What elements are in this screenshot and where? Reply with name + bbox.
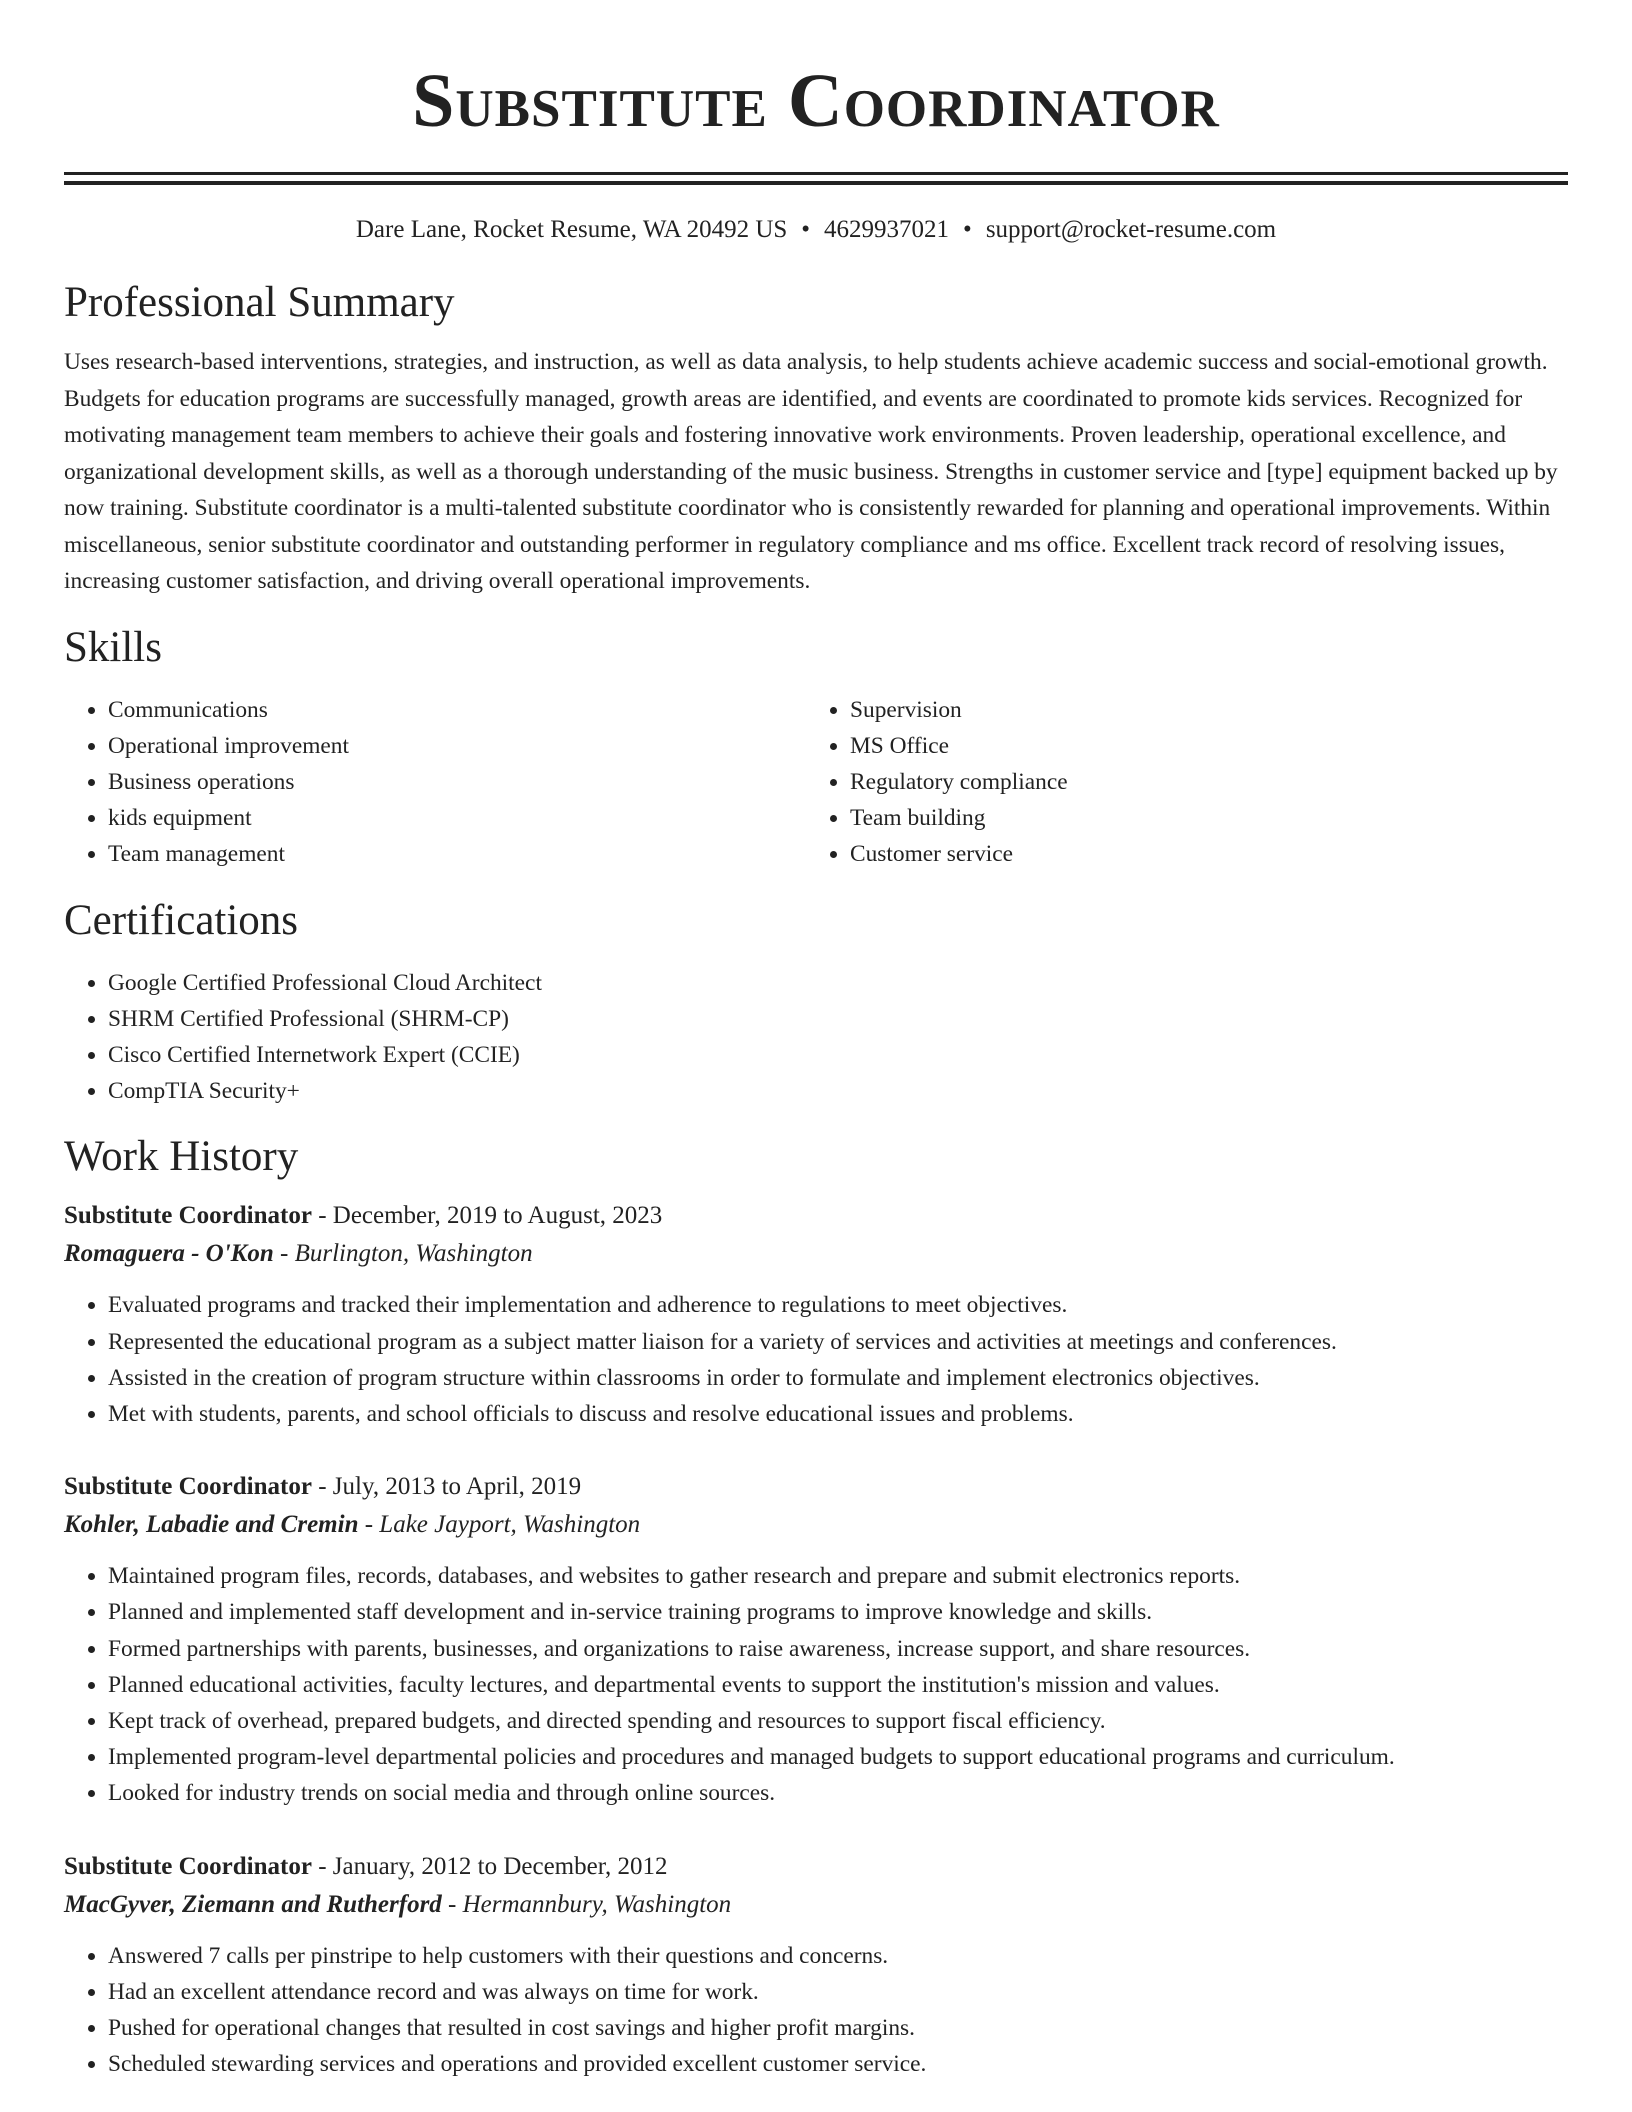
- skill-item: • kids equipment: [108, 800, 806, 836]
- skill-item: • Communications: [108, 692, 806, 728]
- job-company-line: [64, 1506, 1568, 1544]
- skills-section: [64, 622, 1568, 873]
- certifications-list: [64, 965, 1568, 1110]
- summary-heading: Professional Summary: [64, 279, 455, 326]
- job-entry: [64, 1468, 1568, 1811]
- skills-columns: [64, 692, 1568, 873]
- job-title: Substitute Coordinator: [64, 1473, 312, 1501]
- contact-email: support@rocket-resume.com: [985, 216, 1277, 243]
- job-bullet: • Implemented program-level departmental policies and procedures and managed budgets to support educational programs and curriculum.: [108, 1739, 1568, 1775]
- job-bullets: [64, 1287, 1568, 1432]
- job-location: - Hermannbury, Washington: [441, 1890, 732, 1918]
- job-company: MacGyver, Ziemann and Rutherford: [64, 1890, 442, 1918]
- skills-heading: Skills: [64, 623, 162, 671]
- job-bullet: • Assisted in the creation of program structure within classrooms in order to formulate and implement electronics objectives.: [108, 1360, 1568, 1396]
- skill-item: • Supervision: [850, 692, 1548, 728]
- job-company: Kohler, Labadie and Cremin: [64, 1511, 359, 1539]
- job-location: - Lake Jayport, Washington: [358, 1511, 641, 1539]
- job-title-line: [64, 1468, 1568, 1506]
- certification-item: • SHRM Certified Professional (SHRM-CP): [108, 1001, 1568, 1037]
- job-bullet: • Evaluated programs and tracked their implementation and adherence to regulations to meet objectives.: [108, 1287, 1568, 1323]
- job-bullet: • Had an excellent attendance record and was always on time for work.: [108, 1974, 1568, 2010]
- skill-item: • Customer service: [850, 836, 1548, 872]
- skill-item: • Operational improvement: [108, 728, 806, 764]
- skill-item: • Team building: [850, 800, 1548, 836]
- job-company-line: [64, 1886, 1568, 1924]
- certifications-section: [64, 895, 1568, 1110]
- job-title-line: [64, 1848, 1568, 1886]
- certifications-heading: Certifications: [64, 896, 299, 944]
- job-entry: [64, 1848, 1568, 2083]
- job-bullet: • Planned and implemented staff development and in-service training programs to improve knowledge and skills.: [108, 1594, 1568, 1630]
- job-bullet: • Formed partnerships with parents, businesses, and organizations to raise awareness, increase support, and share resources.: [108, 1631, 1568, 1667]
- job-bullet: • Planned educational activities, faculty lectures, and departmental events to support the institution's mission and values.: [108, 1667, 1568, 1703]
- contact-separator: •: [963, 216, 972, 243]
- contact-separator: •: [801, 216, 811, 243]
- job-location: - Burlington, Washington: [273, 1240, 533, 1268]
- skills-column-left: [64, 692, 806, 873]
- resume-name: Substitute Coordinator: [412, 59, 1220, 143]
- contact-address: Dare Lane, Rocket Resume, WA 20492 US: [355, 216, 788, 243]
- contact-line: [64, 213, 1568, 247]
- skill-item: • Team management: [108, 836, 806, 872]
- contact-phone: 4629937021: [824, 216, 950, 243]
- job-bullet: • Scheduled stewarding services and operations and provided excellent customer service.: [108, 2046, 1568, 2082]
- skill-item: • Business operations: [108, 764, 806, 800]
- job-company: Romaguera - O'Kon: [64, 1240, 274, 1268]
- job-bullet: • Met with students, parents, and school officials to discuss and resolve educational issues and problems.: [108, 1396, 1568, 1432]
- skill-item: • MS Office: [850, 728, 1548, 764]
- header-rule: [64, 172, 1568, 185]
- certification-item: • CompTIA Security+: [108, 1073, 1568, 1109]
- certification-item: • Google Certified Professional Cloud Architect: [108, 965, 1568, 1001]
- job-bullet: • Pushed for operational changes that resulted in cost savings and higher profit margins.: [108, 2010, 1568, 2046]
- job-bullet: • Looked for industry trends on social media and through online sources.: [108, 1775, 1568, 1811]
- job-title-line: [64, 1197, 1568, 1235]
- job-bullet: • Kept track of overhead, prepared budgets, and directed spending and resources to support fiscal efficiency.: [108, 1703, 1568, 1739]
- job-company-line: [64, 1235, 1568, 1273]
- summary-text: Uses research-based interventions, strategies, and instruction, as well as data analysis, to help students achieve academic success and social-emotional growth. Budgets for education programs are successfully managed, growth areas are identified, and events are coordinated to promote kids services. Recognized for motivating management team members to achieve their goals and fostering innovative work environments. Proven leadership, operational excellence, and organizational development skills, as well as a thorough understanding of the music business. Strengths in customer service and [type] equipment backed up by now training. Substitute coordinator is a multi-talented substitute coordinator who is consistently rewarded for planning and operational improvements. Within miscellaneous, senior substitute coordinator and outstanding performer in regulatory compliance and ms office. Excellent track record of resolving issues, increasing customer satisfaction, and driving overall operational improvements.: [64, 349, 1558, 594]
- job-dates: - December, 2019 to August, 2023: [311, 1202, 663, 1230]
- job-bullet: • Answered 7 calls per pinstripe to help customers with their questions and concerns.: [108, 1938, 1568, 1974]
- certification-item: • Cisco Certified Internetwork Expert (CCIE): [108, 1037, 1568, 1073]
- skill-item: • Regulatory compliance: [850, 764, 1548, 800]
- job-bullet: • Represented the educational program as a subject matter liaison for a variety of services and activities at meetings and conferences.: [108, 1324, 1568, 1360]
- job-dates: - January, 2012 to December, 2012: [311, 1852, 668, 1880]
- skills-column-right: [806, 692, 1548, 873]
- job-entry: [64, 1197, 1568, 1432]
- job-bullet: • Maintained program files, records, databases, and websites to gather research and prepare and submit electronics reports.: [108, 1558, 1568, 1594]
- job-title: Substitute Coordinator: [64, 1202, 312, 1230]
- summary-section: [64, 277, 1568, 600]
- job-bullets: [64, 1558, 1568, 1811]
- job-bullets: [64, 1938, 1568, 2083]
- work-history-section: [64, 1131, 1568, 2082]
- job-dates: - July, 2013 to April, 2019: [311, 1473, 582, 1501]
- job-title: Substitute Coordinator: [64, 1852, 312, 1880]
- work-history-heading: Work History: [64, 1133, 299, 1181]
